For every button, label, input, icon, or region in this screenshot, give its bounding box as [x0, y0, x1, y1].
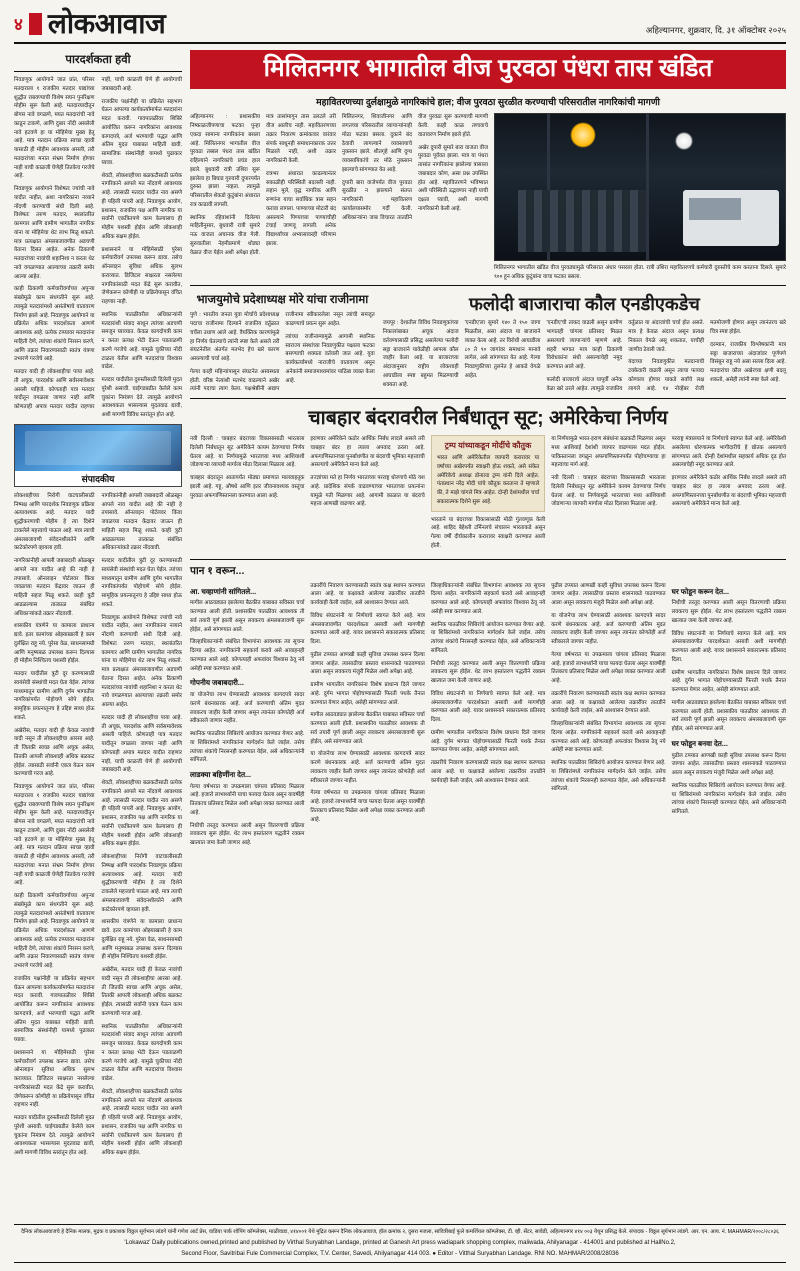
paragraph: ग्रामीण भागातील नागरिकांना विशेष प्राधान्य दिले जाणार आहे. दुर्गम भागात पोहोचण्यासाठी फिरती पथके तैनात करण्यात येणार आहेत, असेही सांगण्यात आले.	[430, 729, 546, 754]
paragraph: शासकीय यंत्रणेने या कामाला प्राधान्य द्यावे. इतर कामांच्या ओझ्याखाली हे काम दुर्लक्षित राहू नये. पुरेसा वेळ, साधनसामग्री आणि मनुष्यबळ उपलब्ध करून दिल्यास ही मोहीम निश्चितच यशस्वी होईल.	[101, 919, 182, 961]
chabahar-col-5	[672, 435, 786, 555]
paragraph: राजकीय पक्षांनीही या प्रक्रियेत सहभाग घेऊन आपल्या कार्यकर्त्यांमार्फत मतदारांना मदत करावी. गावपातळीवर शिबिरे आयोजित करून नागरिकांना आवश्यक कागदपत्रे, अर्ज भरण्याची पद्धत आणि अंतिम मुदत याबाबत माहिती द्यावी. सामाजिक संस्थांनीही यामध्ये पुढाकार घ्यावा.	[101, 98, 182, 166]
chabahar-trump-box-col	[431, 435, 545, 555]
paragraph: निधीची तरतूद करण्यात आली असून वितरणाची प्रक्रिया लवकरच सुरू होईल. थेट लाभ हस्तांतरण पद्धतीने रक्कम खात्यात जमा केली जाणार आहे.	[430, 660, 546, 685]
paragraph: 'एनडीए'ला सुमारे १४० ते १५० जागा मिळतील, असा अंदाज या बाजाराने व्यक्त केला आहे. तर विरोधी आघाडीला ८० ते ९० जागांवर समाधान मानावे लागेल, असे सांगण्यात येत आहे. गेल्या निवडणुकीच्या तुलनेत हे आकडे वेगळे आहेत.	[464, 320, 541, 379]
paragraph: पुणे : भारतीय जनता युवा मोर्चाचे प्रदेशाध्यक्ष पदाचा राजीनामा दिल्याने राजकीय वर्तुळात चर्चेला उधाण आले आहे. वैयक्तिक कारणांमुळे हा निर्णय घेतल्याचे त्यांनी स्पष्ट केले असले तरी संघटनेतील अंतर्गत मतभेद हेच खरे कारण असल्याची चर्चा आहे.	[190, 312, 280, 363]
jump-col-5	[672, 582, 786, 852]
paragraph: शासकीय यंत्रणेने या कामाला प्राधान्य द्यावे. इतर कामांच्या ओझ्याखाली हे काम दुर्लक्षित राहू नये. पुरेसा वेळ, साधनसामग्री आणि मनुष्यबळ उपलब्ध करून दिल्यास ही मोहीम निश्चितच यशस्वी होईल.	[14, 623, 95, 665]
paragraph: जयपूर : देशातील विविध निवडणुकांच्या निकालांबाबत अचूक अंदाज वर्तवण्यासाठी प्रसिद्ध असलेल्या फलोदी सट्टा बाजाराने यावेळीही आपला कौल जाहीर केला आहे. या बाजाराच्या अंदाजानुसार राष्ट्रीय लोकशाही आघाडीला स्पष्ट बहुमत मिळण्याची शक्यता आहे.	[382, 320, 459, 388]
paragraph: विविध संघटनांनी या निर्णयाचे स्वागत केले आहे. मात्र अंमलबजावणीत पारदर्शकता असावी अशी मागणीही करण्यात आली आहे. यावर प्रशासनाने सकारात्मक प्रतिसाद दिला.	[310, 612, 425, 646]
page-number: ४	[14, 14, 23, 34]
paragraph: अखेरीस, मतदार यादी ही केवळ नावांची यादी नसून ती लोकशाहीचा आरसा आहे. ती जितकी स्वच्छ आणि अचूक असेल, तितकी आपली लोकशाही अधिक बळकट होईल. त्यासाठी सर्वांनी एकत्र येऊन काम करण्याची गरज आहे.	[101, 967, 182, 1017]
paragraph: मतदार यादीतील दुरुस्तीसाठी दिलेली मुदत पुरेशी असावी. घाईगडबडीत केलेले काम चुकांना निमंत्रण देते. त्यामुळे आयोगाने आवश्यकता भासल्यास मुदतवाढ द्यावी, अशी मागणी विविध स्तरांतून होत आहे.	[101, 377, 182, 418]
paragraph: निवडणूक आयोगाने विशेषतः ज्यांची नावे यादीत नाहीत, अशा नागरिकांना नव्याने नोंदणी करण्याची संधी दिली आहे. विशेषतः तरुण मतदार, स्थलांतरित कामगार आणि ग्रामीण भागातील नागरिक यांना या मोहिमेचा थेट लाभ मिळू शकतो. मात्र प्रत्यक्षात अंमलबजावणीत अडचणी येताना दिसत आहेत. अनेक ठिकाणी मतदारांच्या नावांची शहानिशा न करता थेट नावे वगळण्यात आल्याच्या तक्रारी समोर आल्या आहेत.	[14, 186, 95, 280]
paragraph: मतदार यादी ही लोकशाहीचा पाया आहे. ती अचूक, पारदर्शक आणि सर्वसमावेशक असली पाहिजे. कोणताही पात्र मतदार यादीतून वगळला जाणार नाही आणि कोणताही अपात्र मतदार यादीत राहणार नाही, याची काळजी घेणे ही आयोगाची जबाबदारी आहे.	[101, 714, 182, 774]
paragraph: अहिल्यानगर : प्रशासकीय निष्काळजीपणाचा फटका पुन्हा एकदा सामान्य नागरिकांना बसला आहे. मिलितनगर भागातील वीज पुरवठा तब्बल पंधरा तास खंडित राहिल्याने नागरिकांचे प्रचंड हाल झाले. बुधवारी रात्री उशिरा सुरू झालेला हा बिघाड गुरुवारी दुपारपर्यंत दुरुस्त झाला नव्हता. त्यामुळे परिसरातील शेकडो कुटुंबांना अंधारात रात्र काढावी लागली.	[190, 114, 260, 208]
paragraph: गेल्या वर्षभरात या उपक्रमाला चांगला प्रतिसाद मिळाला आहे. हजारो लाभार्थ्यांनी याचा फायदा घेतला असून यावर्षीही तितकाच प्रतिसाद मिळेल अशी अपेक्षा व्यक्त करण्यात आली आहे.	[310, 790, 425, 823]
paragraph: तक्रारींचे निवारण करण्यासाठी स्वतंत्र कक्ष स्थापन करण्यात आला आहे. या कक्षाकडे आलेल्या तक्रारींवर तातडीने कार्यवाही केली जाईल, असे आश्वासन देण्यात आले.	[310, 582, 425, 607]
paragraph: राजकीय पक्षांनीही या प्रक्रियेत सहभाग घेऊन आपल्या कार्यकर्त्यांमार्फत मतदारांना मदत करावी. गावपातळीवर शिबिरे आयोजित करून नागरिकांना आवश्यक कागदपत्रे, अर्ज भरण्याची पद्धत आणि अंतिम मुदत याबाबत माहिती द्यावी. सामाजिक संस्थांनीही यामध्ये पुढाकार घ्यावा.	[14, 975, 95, 1043]
paragraph: पुढील टप्प्यात आणखी काही सुविधा उपलब्ध करून दिल्या जाणार आहेत. त्यासाठीचा प्रस्ताव शासनाकडे पाठवण्यात आला असून लवकरच मंजुरी मिळेल अशी अपेक्षा आहे.	[310, 651, 425, 676]
paragraph: मागील आठवड्यात झालेल्या बैठकीत याबाबत सविस्तर चर्चा करण्यात आली होती. प्रशासकीय पातळीवर आवश्यक ती सर्व तयारी पूर्ण झाली असून लवकरच अंमलबजावणी सुरू होईल, असे सांगण्यात आले.	[190, 600, 305, 633]
story-chabahar	[190, 403, 786, 555]
paragraph: पुढील टप्प्यात आणखी काही सुविधा उपलब्ध करून दिल्या जाणार आहेत. त्यासाठीचा प्रस्ताव शासनाकडे पाठवण्यात आला असून लवकरच मंजुरी मिळेल अशी अपेक्षा आहे.	[671, 752, 787, 777]
chabahar-col-1	[190, 435, 304, 555]
paragraph: तज्ज्ञांच्या मते हा निर्णय भारताच्या परराष्ट्र धोरणाचे मोठे यश आहे. प्रादेशिक संपर्क वाढवण्याच्या भारताच्या प्रयत्नांना यामुळे गती मिळणार आहे. आगामी काळात या बंदराचे महत्त्व आणखी वाढणार आहे.	[310, 475, 425, 508]
phalodi-text	[383, 319, 786, 393]
utility-van	[683, 190, 779, 246]
paragraph: मतदार यादी ही लोकशाहीचा पाया आहे. ती अचूक, पारदर्शक आणि सर्वसमावेशक असली पाहिजे. कोणताही पात्र मतदार यादीतून वगळला जाणार नाही आणि कोणताही अपात्र मतदार यादीत राहणार नाही, याची काळजी घेणे ही आयोगाची जबाबदारी आहे.	[14, 77, 182, 410]
page-body	[14, 50, 786, 1162]
jump-section	[190, 564, 786, 852]
paragraph: रात्रभर अंधारात काढल्यानंतर सकाळीही परिस्थिती बदलली नाही. लहान मुले, वृद्ध नागरिक आणि रुग्णांना याचा सर्वाधिक त्रास सहन करावा लागला. पाण्याच्या मोटारी बंद असल्याने पिण्याच्या पाण्याचीही टंचाई जाणवू लागली. अनेक विद्यार्थ्यांच्या अभ्यासावरही परिणाम झाला.	[266, 170, 336, 247]
divider	[190, 398, 786, 399]
editorial-headline: पारदर्शकता हवी	[65, 54, 131, 66]
footer-marathi-imprint: दैनिक लोकआवाजचे हे दैनिक मालक, मुद्रक व प्रकाशक विठ्ठल सूर्यभान लांडगे यांनी गणेश आर्ट प्रेस, वाडिया पार्क शॉपिंग कॉम्प्लेक्स, माळीवाडा, ४१४००१ येथे मुद्रित करून दैनिक लोकआवाज, हॉल क्रमांक २, दुसरा मजला, सावित्रीबाई फुले कमर्शियल कॉम्प्लेक्स, टी. व्ही. सेंटर, सावेडी, अहिल्यानगर ४१४ ००३ येथून प्रसिद्ध केले. संपादक - विठ्ठल सूर्यभान लांडगे. आर. एन. आय. नं. MAHMAR/२००८/२८०३६	[21, 1229, 779, 1236]
paragraph: नवी दिल्ली : चाबहार बंदराच्या विकासासाठी भारताला दिलेली निर्बंधातून सूट अमेरिकेने कायम ठेवण्याचा निर्णय घेतला आहे. या निर्णयामुळे भारताच्या मध्य आशियाशी जोडणाऱ्या व्यापारी मार्गाला मोठा दिलासा मिळाला आहे.	[551, 475, 666, 508]
jump-body	[190, 582, 786, 852]
paragraph: इराणवर अमेरिकेने कठोर आर्थिक निर्बंध लादले असले तरी चाबहार बंदर हा त्याला अपवाद ठरला आहे. अफगाणिस्तानच्या पुनर्बांधणीत या बंदराची भूमिका महत्त्वाची असल्याचे अमेरिकेने मान्य केले आहे.	[671, 475, 787, 508]
trump-box-text: भारत आणि अमेरिकेतील व्यापारी करारावर या वर्षाच्या अखेरपर्यंत स्वाक्षरी होऊ शकते, असे संकेत अमेरिकेचे अध्यक्ष डोनाल्ड ट्रम्प यांनी दिले आहेत. पंतप्रधान नरेंद्र मोदी यांचे कौतुक करताना ते म्हणाले की, ते माझे चांगले मित्र आहेत. दोन्ही देशांमधील चर्चा सकारात्मक दिशेने सुरू आहे.	[436, 455, 540, 505]
paragraph: पुढील टप्प्यात आणखी काही सुविधा उपलब्ध करून दिल्या जाणार आहेत. त्यासाठीचा प्रस्ताव शासनाकडे पाठवण्यात आला असून लवकरच मंजुरी मिळेल अशी अपेक्षा आहे.	[551, 582, 666, 607]
paragraph: फलोदी बाजाराचे अंदाज यापूर्वी अनेक वेळा खरे ठरले आहेत. त्यामुळे राजकीय वर्तुळात या अंदाजांची चर्चा होत असते. मात्र हे केवळ अंदाज असून प्रत्यक्ष निकाल वेगळे असू शकतात, याचीही जाणीव ठेवली जाते.	[546, 320, 705, 392]
phalodi-headline: फलोदी बाजाराचा कौल एनडीएकडेच	[468, 293, 700, 314]
bjp-text	[190, 311, 375, 394]
editorial-logo-box	[14, 424, 182, 487]
editorial-text-top	[14, 76, 182, 420]
paragraph: भारताने या बंदराच्या विकासासाठी मोठी गुंतवणूक केली आहे. शाहिद बेहेश्ती टर्मिनलचे संचालन भारताकडे असून गेल्या वर्षी दीर्घकालीन करारावर स्वाक्षरी करण्यात आली होती.	[430, 516, 546, 549]
trump-box-title: ट्रम्प यांच्याकडून मोदींचे कौतुक	[444, 441, 532, 451]
paragraph: नागरिकांनीही आपली जबाबदारी ओळखून आपले नाव यादीत आहे की नाही हे तपासावे. ऑनलाइन पोर्टलवर किंवा जवळच्या मतदान केंद्रावर जाऊन ही माहिती सहज मिळू शकते. काही त्रुटी आढळल्यास तात्काळ संबंधित अधिकाऱ्यांकडे तक्रार नोंदवावी.	[14, 558, 95, 617]
main-content	[190, 50, 786, 1162]
flag-mark-icon	[29, 13, 42, 35]
paragraph: स्थानिक पातळीवरील अधिकाऱ्यांनी मतदारांशी संवाद साधून त्यांच्या अडचणी समजून घ्याव्यात. केवळ कागदोपत्री काम न करता प्रत्यक्ष भेटी देऊन पडताळणी करणे गरजेचे आहे. यामुळे चुकीच्या नोंदी टाळता येतील आणि मतदारांचा विश्वास वाढेल.	[101, 1023, 182, 1082]
paragraph: विविध संघटनांनी या निर्णयाचे स्वागत केले आहे. मात्र अंमलबजावणीत पारदर्शकता असावी अशी मागणीही करण्यात आली आहे. यावर प्रशासनाने सकारात्मक प्रतिसाद दिला.	[430, 690, 546, 724]
story-bjp	[190, 292, 375, 395]
paragraph: या निर्णयामुळे भारत-इराण संबंधांना बळकटी मिळणार असून मध्य आशियाई देशांशी व्यापार वाढण्यास मदत होईल. पाकिस्तानला वगळून अफगाणिस्तानपर्यंत पोहोचण्याचा हा महत्त्वाचा मार्ग आहे.	[551, 436, 666, 469]
paragraph: मतदार यादीतील त्रुटी दूर करण्यासाठी स्वयंसेवी संस्थांची मदत घेता येईल. त्यांच्या माध्यमातून ग्रामीण आणि दुर्गम भागातील नागरिकांपर्यंत पोहोचणे सोपे होईल. सामूहिक प्रयत्नातूनच हे उद्दिष्ट साध्य होऊ शकते.	[14, 671, 95, 721]
news-photo	[494, 113, 786, 261]
headlight-glow	[675, 132, 693, 150]
jump-title: पान १ वरून...	[190, 564, 245, 577]
page-footer	[14, 1224, 786, 1263]
lead-body	[190, 113, 786, 280]
paragraph: शेवटी, लोकशाहीच्या बळकटीसाठी प्रत्येक नागरिकाने आपले मत नोंदवणे आवश्यक आहे. त्यासाठी मतदार यादीत नाव असणे ही पहिली पायरी आहे. निवडणूक आयोग, प्रशासन, राजकीय पक्ष आणि नागरिक या सर्वांनी एकत्रितपणे काम केल्यासच ही मोहीम यशस्वी होईल आणि लोकशाही अधिक सक्षम होईल.	[101, 780, 182, 848]
paragraph: शेवटी, लोकशाहीच्या बळकटीसाठी प्रत्येक नागरिकाने आपले मत नोंदवणे आवश्यक आहे. त्यासाठी मतदार यादीत नाव असणे ही पहिली पायरी आहे. निवडणूक आयोग, प्रशासन, राजकीय पक्ष आणि नागरिक या सर्वांनी एकत्रितपणे काम केल्यासच ही मोहीम यशस्वी होईल आणि लोकशाही अधिक सक्षम होईल.	[101, 1088, 182, 1156]
bjp-headline: भाजयुमोचे प्रदेशाध्यक्ष मोरे यांचा राजीनामा	[196, 293, 369, 306]
jump-col-1	[190, 582, 304, 852]
paragraph: जिल्हाधिकाऱ्यांनी संबंधित विभागांना आवश्यक त्या सूचना दिल्या आहेत. नागरिकांनी सहकार्य करावे असे आवाहनही करण्यात आले आहे. कोणत्याही अफवांवर विश्वास ठेवू नये असेही स्पष्ट करण्यात आले.	[430, 582, 546, 615]
paragraph: तक्रारींचे निवारण करण्यासाठी स्वतंत्र कक्ष स्थापन करण्यात आला आहे. या कक्षाकडे आलेल्या तक्रारींवर तातडीने कार्यवाही केली जाईल, असे आश्वासन देण्यात आले.	[430, 760, 546, 784]
paragraph: विविध संघटनांनी या निर्णयाचे स्वागत केले आहे. मात्र अंमलबजावणीत पारदर्शकता असावी अशी मागणीही करण्यात आली आहे. यावर प्रशासनाने सकारात्मक प्रतिसाद दिला.	[671, 630, 787, 663]
pole-shape	[646, 114, 649, 260]
paragraph: स्थानिक पातळीवर शिबिरांचे आयोजन करण्यात येणार आहे. या शिबिरांमध्ये नागरिकांना मार्गदर्शन केले जाईल. तसेच त्यांच्या शंकांचे निरसनही करण्यात येईल, असे अधिकाऱ्यांनी सांगितले.	[430, 621, 546, 654]
paragraph: जिल्हाधिकाऱ्यांनी संबंधित विभागांना आवश्यक त्या सूचना दिल्या आहेत. नागरिकांनी सहकार्य करावे असे आवाहनही करण्यात आले आहे. कोणत्याही अफवांवर विश्वास ठेवू नये असेही स्पष्ट करण्यात आले.	[190, 639, 305, 672]
paragraph: अखेर दुपारी सुमारे बारा वाजता वीज पुरवठा पूर्ववत झाला. मात्र या पंधरा तासांत नागरिकांना झालेल्या त्रासाला जबाबदार कोण, असा प्रश्न उपस्थित होत आहे. महावितरणने भविष्यात अशी परिस्थिती उद्भवणार नाही याची दक्षता घ्यावी, अशी मागणी नागरिकांनी केली आहे.	[418, 144, 488, 212]
paragraph: मागील आठवड्यात झालेल्या बैठकीत याबाबत सविस्तर चर्चा करण्यात आली होती. प्रशासकीय पातळीवर आवश्यक ती सर्व तयारी पूर्ण झाली असून लवकरच अंमलबजावणी सुरू होईल, असे सांगण्यात आले.	[671, 699, 787, 733]
paragraph: मतदार यादीतील त्रुटी दूर करण्यासाठी स्वयंसेवी संस्थांची मदत घेता येईल. त्यांच्या माध्यमातून ग्रामीण आणि दुर्गम भागातील नागरिकांपर्यंत पोहोचणे सोपे होईल. सामूहिक प्रयत्नातूनच हे उद्दिष्ट साध्य होऊ शकते.	[101, 558, 182, 608]
jump-subhead: घर फोडून करून देत...	[671, 586, 730, 596]
crowd-silhouette	[518, 190, 646, 252]
secondary-stories	[190, 292, 786, 395]
lead-text-left	[190, 113, 336, 280]
chabahar-col-4	[551, 435, 665, 555]
paragraph: दरम्यान, राजकीय विश्लेषकांनी मात्र सट्टा बाजाराच्या अंदाजांवर पूर्णपणे विसंबून राहू नये असा सल्ला दिला आहे. मतदारांचा कौल अखेरच्या क्षणी बदलू शकतो, असेही त्यांनी स्पष्ट केले आहे.	[710, 341, 786, 383]
paragraph: दुपारी बारा वाजेपर्यंत वीज पुरवठा सुरळीत न झाल्याने संतप्त नागरिकांनी महावितरण कार्यालयासमोर गर्दी केली. अधिकाऱ्यांना जाब विचारत तातडीने वीज पुरवठा सुरू करण्याची मागणी केली. काही काळ तणावाचे वातावरण निर्माण झाले होते.	[342, 114, 488, 221]
dateline: अहिल्यानगर, शुक्रवार, दि. ३१ ऑक्टोबर २०२५	[645, 25, 786, 35]
paragraph: मागील आठवड्यात झालेल्या बैठकीत याबाबत सविस्तर चर्चा करण्यात आली होती. प्रशासकीय पातळीवर आवश्यक ती सर्व तयारी पूर्ण झाली असून लवकरच अंमलबजावणी सुरू होईल, असे सांगण्यात आले.	[310, 712, 425, 745]
divider	[14, 1262, 786, 1263]
masthead-left	[14, 10, 165, 38]
jump-col-3	[431, 582, 545, 852]
paragraph: स्थानिक पातळीवरील अधिकाऱ्यांनी मतदारांशी संवाद साधून त्यांच्या अडचणी समजून घ्याव्यात. केवळ कागदोपत्री काम न करता प्रत्यक्ष भेटी देऊन पडताळणी करणे गरजेचे आहे. यामुळे चुकीच्या नोंदी टाळता येतील आणि मतदारांचा विश्वास वाढेल.	[101, 311, 182, 371]
paragraph: निधीची तरतूद करण्यात आली असून वितरणाची प्रक्रिया लवकरच सुरू होईल. थेट लाभ हस्तांतरण पद्धतीने रक्कम खात्यात जमा केली जाणार आहे.	[190, 822, 305, 847]
publication-logo: लोकआवाज	[47, 8, 166, 39]
paragraph: स्थानिक पातळीवर शिबिरांचे आयोजन करण्यात येणार आहे. या शिबिरांमध्ये नागरिकांना मार्गदर्शन केले जाईल. तसेच त्यांच्या शंकांचे निरसनही करण्यात येईल, असे अधिकाऱ्यांनी सांगितले.	[551, 760, 666, 793]
paragraph: नवी दिल्ली : चाबहार बंदराच्या विकासासाठी भारताला दिलेली निर्बंधातून सूट अमेरिकेने कायम ठेवण्याचा निर्णय घेतला आहे. या निर्णयामुळे भारताच्या मध्य आशियाशी जोडणाऱ्या व्यापारी मार्गाला मोठा दिलासा मिळाला आहे.	[190, 436, 305, 469]
chabahar-col-2	[310, 435, 424, 555]
paragraph: परराष्ट्र मंत्रालयाने या निर्णयाचे स्वागत केले आहे. अमेरिकेशी असलेल्या धोरणात्मक भागीदारीचे हे द्योतक असल्याचे सांगण्यात आले. दोन्ही देशांमधील सहकार्य अधिक दृढ होत असल्याचेही नमूद करण्यात आले.	[671, 436, 787, 469]
editorial-image	[15, 425, 181, 471]
paragraph: काही ठिकाणी कर्मचारीवर्गाच्या अपुऱ्या संख्येमुळे काम संथगतीने सुरू आहे. त्यामुळे मतदारांमध्ये असंतोषाचे वातावरण निर्माण झाले आहे. निवडणूक आयोगाने या प्रक्रियेत अधिक पारदर्शकता आणणे आवश्यक आहे. प्रत्येक टप्प्यावर मतदारांना माहिती देणे, त्यांच्या शंकांचे निरसन करणे, आणि तक्रार निवारणासाठी स्वतंत्र यंत्रणा उभारणे गरजेचे आहे.	[14, 286, 95, 363]
paragraph: गेल्या काही महिन्यांपासून संघटनेत अस्वस्थता होती. वरिष्ठ नेत्यांशी मतभेद वाढल्याने अखेर त्यांनी पदाचा त्याग केला. पक्षश्रेष्ठींनी अद्याप राजीनामा स्वीकारलेला नसून त्यांची समजूत काढण्याचे प्रयत्न सुरू आहेत.	[190, 312, 375, 393]
paragraph: मतदार यादीतील दुरुस्तीसाठी दिलेली मुदत पुरेशी असावी. घाईगडबडीत केलेले काम चुकांना निमंत्रण देते. त्यामुळे आयोगाने आवश्यकता भासल्यास मुदतवाढ द्यावी, अशी मागणी विविध स्तरांतून होत आहे.	[14, 1115, 95, 1156]
paragraph: तक्रारींचे निवारण करण्यासाठी स्वतंत्र कक्ष स्थापन करण्यात आला आहे. या कक्षाकडे आलेल्या तक्रारींवर तातडीने कार्यवाही केली जाईल, असे आश्वासन देण्यात आले.	[551, 690, 666, 715]
paragraph: लोकशाहीच्या निरोगी वाटचालीसाठी निष्पक्ष आणि पारदर्शक निवडणूक प्रक्रिया अत्यावश्यक आहे. मतदार यादी शुद्धीकरणाची मोहीम हे त्या दिशेने टाकलेले महत्त्वाचे पाऊल आहे. मात्र त्याची अंमलबजावणी संवेदनशीलतेने आणि काटेकोरपणे व्हायला हवी.	[14, 492, 95, 552]
photo-caption: मिलितनगर भागातील खंडित वीज पुरवठ्यामुळे परिसरात अंधार पसरला होता. रात्री उशिरा महावितरणचे कर्मचारी दुरुस्तीचे काम करताना दिसले. सुमारे ९०० हून अधिक कुटुंबांना याचा फटका बसला.	[494, 265, 786, 280]
paragraph: काही ठिकाणी कर्मचारीवर्गाच्या अपुऱ्या संख्येमुळे काम संथगतीने सुरू आहे. त्यामुळे मतदारांमध्ये असंतोषाचे वातावरण निर्माण झाले आहे. निवडणूक आयोगाने या प्रक्रियेत अधिक पारदर्शकता आणणे आवश्यक आहे. प्रत्येक टप्प्यावर मतदारांना माहिती देणे, त्यांच्या शंकांचे निरसन करणे, आणि तक्रार निवारणासाठी स्वतंत्र यंत्रणा उभारणे गरजेचे आहे.	[14, 893, 95, 969]
story-phalodi	[383, 292, 786, 395]
paragraph: मिलितनगर, शिवाजीनगर आणि लगतच्या परिसरातील व्यापाऱ्यांनाही मोठा फटका बसला. दुकाने बंद ठेवावी लागल्याने व्यवसायाचे नुकसान झाले. शीतगृहे आणि दुग्ध व्यवसायिकांचे तर मोठे नुकसान झाल्याचे सांगण्यात येत आहे.	[342, 114, 412, 173]
trump-box	[431, 435, 545, 512]
paragraph: नागरिकांनीही आपली जबाबदारी ओळखून आपले नाव यादीत आहे की नाही हे तपासावे. ऑनलाइन पोर्टलवर किंवा जवळच्या मतदान केंद्रावर जाऊन ही माहिती सहज मिळू शकते. काही त्रुटी आढळल्यास तात्काळ संबंधित अधिकाऱ्यांकडे तक्रार नोंदवावी.	[101, 492, 182, 552]
paragraph: गेल्या वर्षभरात या उपक्रमाला चांगला प्रतिसाद मिळाला आहे. हजारो लाभार्थ्यांनी याचा फायदा घेतला असून यावर्षीही तितकाच प्रतिसाद मिळेल अशी अपेक्षा व्यक्त करण्यात आली आहे.	[190, 783, 305, 816]
jump-subhead: लाडक्या बहिणींना देत...	[190, 770, 252, 780]
paragraph: इराणवर अमेरिकेने कठोर आर्थिक निर्बंध लादले असले तरी चाबहार बंदर हा त्याला अपवाद ठरला आहे. अफगाणिस्तानच्या पुनर्बांधणीत या बंदराची भूमिका महत्त्वाची असल्याचे अमेरिकेने मान्य केले आहे.	[310, 436, 425, 469]
divider	[190, 285, 786, 286]
paragraph: ग्रामीण भागातील नागरिकांना विशेष प्राधान्य दिले जाणार आहे. दुर्गम भागात पोहोचण्यासाठी फिरती पथके तैनात करण्यात येणार आहेत, असेही सांगण्यात आले.	[310, 682, 425, 706]
lead-subhead: महावितरणच्या दुर्लक्षामुळे नागरिकांचे हाल; वीज पुरवठा सुरळीत करण्याची परिसरातील नागरिकांची मागणी	[316, 97, 660, 108]
paragraph: निवडणूक आयोगाने जात प्रांत, परिसर मतदाराला १ राजकीय मतदार याद्यांच्या शुद्धीत राबवण्याची विशेष सघन पुनरिक्षण मोहीम सुरू केली आहे. मतदारयादीतून बोगस नावे वगळणे, मयत मतदारांची नावे काढून टाकणे, आणि दुबार नोंदी असलेली नावे हटवणे हा या मोहिमेचा मुख्य हेतू आहे. मात्र मतदान प्रक्रिया स्वच्छ व्हावी यासाठी ही मोहीम आवश्यक असली, तरी मतदारांच्या मनात संभ्रम निर्माण होणार नाही याची काळजी घेणेही तितकेच गरजेचे आहे.	[14, 784, 95, 887]
paragraph: प्रशासनाने या मोहिमेसाठी पुरेसा कर्मचारीवर्ग उपलब्ध करून द्यावा. तसेच ऑनलाइन सुविधा अधिक सुलभ कराव्यात. डिजिटल साक्षरता नसलेल्या नागरिकांसाठी मदत केंद्रे सुरू करावीत, जेणेकरून कोणीही या प्रक्रियेपासून वंचित राहणार नाही.	[101, 246, 182, 305]
paragraph: स्थानिक पातळीवर शिबिरांचे आयोजन करण्यात येणार आहे. या शिबिरांमध्ये नागरिकांना मार्गदर्शन केले जाईल. तसेच त्यांच्या शंकांचे निरसनही करण्यात येईल, असे अधिकाऱ्यांनी सांगितले.	[671, 782, 787, 816]
jump-col-2	[310, 582, 424, 852]
paragraph: अखेरीस, मतदार यादी ही केवळ नावांची यादी नसून ती लोकशाहीचा आरसा आहे. ती जितकी स्वच्छ आणि अचूक असेल, तितकी आपली लोकशाही अधिक बळकट होईल. त्यासाठी सर्वांनी एकत्र येऊन काम करण्याची गरज आहे.	[14, 727, 95, 778]
paragraph: ग्रामीण भागातील नागरिकांना विशेष प्राधान्य दिले जाणार आहे. दुर्गम भागात पोहोचण्यासाठी फिरती पथके तैनात करण्यात येणार आहेत, असेही सांगण्यात आले.	[671, 669, 787, 694]
editorial-text-bottom	[14, 492, 182, 1162]
paragraph: लोकशाहीच्या निरोगी वाटचालीसाठी निष्पक्ष आणि पारदर्शक निवडणूक प्रक्रिया अत्यावश्यक आहे. मतदार यादी शुद्धीकरणाची मोहीम हे त्या दिशेने टाकलेले महत्त्वाचे पाऊल आहे. मात्र त्याची अंमलबजावणी संवेदनशीलतेने आणि काटेकोरपणे व्हायला हवी.	[101, 854, 182, 913]
paragraph: स्थानिक रहिवाशांनी दिलेल्या माहितीनुसार, बुधवारी रात्री सुमारे नऊ वाजता अचानक वीज गेली. सुरुवातीला नेहमीप्रमाणे थोड्या वेळात वीज येईल अशी अपेक्षा होती. मात्र तासांमागून तास उलटले तरी वीज आलीच नाही. महावितरणच्या तक्रार निवारण क्रमांकावर वारंवार संपर्क साधूनही समाधानकारक उत्तर मिळाले नाही, अशी तक्रार नागरिकांनी केली.	[190, 114, 336, 256]
paragraph: जिल्हाधिकाऱ्यांनी संबंधित विभागांना आवश्यक त्या सूचना दिल्या आहेत. नागरिकांनी सहकार्य करावे असे आवाहनही करण्यात आले आहे. कोणत्याही अफवांवर विश्वास ठेवू नये असेही स्पष्ट करण्यात आले.	[551, 721, 666, 754]
paragraph: निवडणूक आयोगाने विशेषतः ज्यांची नावे यादीत नाहीत, अशा नागरिकांना नव्याने नोंदणी करण्याची संधी दिली आहे. विशेषतः तरुण मतदार, स्थलांतरित कामगार आणि ग्रामीण भागातील नागरिक यांना या मोहिमेचा थेट लाभ मिळू शकतो. मात्र प्रत्यक्षात अंमलबजावणीत अडचणी येताना दिसत आहेत. अनेक ठिकाणी मतदारांच्या नावांची शहानिशा न करता थेट नावे वगळण्यात आल्याच्या तक्रारी समोर आल्या आहेत.	[101, 614, 182, 708]
lead-story	[190, 50, 786, 281]
paragraph: निधीची तरतूद करण्यात आली असून वितरणाची प्रक्रिया लवकरच सुरू होईल. थेट लाभ हस्तांतरण पद्धतीने रक्कम खात्यात जमा केली जाणार आहे.	[671, 600, 787, 624]
paragraph: या योजनेचा लाभ घेण्यासाठी आवश्यक कागदपत्रे सादर करणे बंधनकारक आहे. अर्ज करण्याची अंतिम मुदत लवकरच जाहीर केली जाणार असून त्यानंतर कोणतेही अर्ज स्वीकारले जाणार नाहीत.	[310, 751, 425, 784]
masthead	[14, 10, 786, 44]
paragraph: प्रशासनाने या मोहिमेसाठी पुरेसा कर्मचारीवर्ग उपलब्ध करून द्यावा. तसेच ऑनलाइन सुविधा अधिक सुलभ कराव्यात. डिजिटल साक्षरता नसलेल्या नागरिकांसाठी मदत केंद्रे सुरू करावीत, जेणेकरून कोणीही या प्रक्रियेपासून वंचित राहणार नाही.	[14, 1049, 95, 1109]
divider	[190, 559, 786, 560]
paragraph: या योजनेचा लाभ घेण्यासाठी आवश्यक कागदपत्रे सादर करणे बंधनकारक आहे. अर्ज करण्याची अंतिम मुदत लवकरच जाहीर केली जाणार असून त्यानंतर कोणतेही अर्ज स्वीकारले जाणार नाहीत.	[551, 612, 666, 646]
paragraph: 'एनडीए'ची ताकद वाढली असून ग्रामीण भागातही चांगला प्रतिसाद मिळत असल्याचे व्यापाऱ्यांचे म्हणणे आहे. शहरी भागात मात्र काही ठिकाणी विरोधकांना संधी असल्याचेही नमूद करण्यात आले आहे.	[546, 320, 623, 371]
lead-photo-block	[494, 113, 786, 280]
paragraph: स्थानिक पातळीवर शिबिरांचे आयोजन करण्यात येणार आहे. या शिबिरांमध्ये नागरिकांना मार्गदर्शन केले जाईल. तसेच त्यांच्या शंकांचे निरसनही करण्यात येईल, असे अधिकाऱ्यांनी सांगितले.	[190, 731, 305, 764]
paragraph: निवडणूक आयोगाने जात प्रांत, परिसर मतदाराला १ राजकीय मतदार याद्यांच्या शुद्धीत राबवण्याची विशेष सघन पुनरिक्षण मोहीम सुरू केली आहे. मतदारयादीतून बोगस नावे वगळणे, मयत मतदारांची नावे काढून टाकणे, आणि दुबार नोंदी असलेली नावे हटवणे हा या मोहिमेचा मुख्य हेतू आहे. मात्र मतदान प्रक्रिया स्वच्छ व्हावी यासाठी ही मोहीम आवश्यक असली, तरी मतदारांच्या मनात संभ्रम निर्माण होणार नाही याची काळजी घेणेही तितकेच गरजेचे आहे.	[14, 77, 95, 180]
chabahar-col-3-text	[431, 516, 545, 551]
paragraph: चाबहार बंदरातून आतापर्यंत मोठ्या प्रमाणात मालवाहतूक झाली आहे. गहू, औषधे आणि इतर जीवनावश्यक वस्तूंचा पुरवठा अफगाणिस्तानला करण्यात आला आहे.	[190, 475, 305, 499]
paragraph: या योजनेचा लाभ घेण्यासाठी आवश्यक कागदपत्रे सादर करणे बंधनकारक आहे. अर्ज करण्याची अंतिम मुदत लवकरच जाहीर केली जाणार असून त्यानंतर कोणतेही अर्ज स्वीकारले जाणार नाहीत.	[190, 692, 305, 725]
jump-col-4	[551, 582, 665, 852]
editorial-column	[14, 50, 182, 1162]
lead-text-mid	[342, 113, 488, 280]
street-light-glow	[570, 122, 596, 148]
chabahar-headline: चाबहार बंदरावरील निर्बंधातून सूट; अमेरिकेचा निर्णय	[308, 407, 668, 430]
paragraph: यंदाच्या निवडणुकीत मतदानाची टक्केवारी वाढली असून त्याचा फायदा कोणाला होणार याकडे सर्वांचे लक्ष लागले आहे. १४ नोव्हेंबर रोजी मतमोजणी होणार असून त्यानंतरच खरे चित्र स्पष्ट होईल.	[628, 320, 786, 392]
editorial-label: संपादकीय	[15, 471, 181, 486]
paragraph: शेवटी, लोकशाहीच्या बळकटीसाठी प्रत्येक नागरिकाने आपले मत नोंदवणे आवश्यक आहे. त्यासाठी मतदार यादीत नाव असणे ही पहिली पायरी आहे. निवडणूक आयोग, प्रशासन, राजकीय पक्ष आणि नागरिक या सर्वांनी एकत्रितपणे काम केल्यासच ही मोहीम यशस्वी होईल आणि लोकशाही अधिक सक्षम होईल.	[101, 172, 182, 240]
divider	[14, 71, 182, 72]
paragraph: त्यांच्या राजीनाम्यामुळे आगामी स्थानिक स्वराज्य संस्थांच्या निवडणुकीत पक्षाला फटका बसण्याची शक्यता वर्तवली जात आहे. युवा कार्यकर्त्यांमध्ये नाराजीचे वातावरण असून अनेकांनी समाजमाध्यमांवर पाठिंबा व्यक्त केला आहे.	[285, 333, 375, 384]
lead-headline: मिलितनगर भागातील वीज पुरवठा पंधरा तास खंडित	[190, 50, 786, 89]
footer-english-imprint-line1: 'Lokawaz' Daily publications owned,printed and published by Virthal Suryabhan Landage, printed at Ganesh Art press wadiapark shopping complex, maliwada, Ahilyanagar - 414001 and published at HallNo.2,	[124, 1240, 676, 1246]
chabahar-body	[190, 435, 786, 555]
jump-subhead: घर फोडून बनवा देत...	[671, 738, 728, 748]
jump-subhead: गोपनीय जबाबदारी...	[190, 678, 244, 688]
paragraph: गेल्या वर्षभरात या उपक्रमाला चांगला प्रतिसाद मिळाला आहे. हजारो लाभार्थ्यांनी याचा फायदा घेतला असून यावर्षीही तितकाच प्रतिसाद मिळेल अशी अपेक्षा व्यक्त करण्यात आली आहे.	[551, 651, 666, 685]
footer-english-imprint-line2: Second Floor, Savitribai Fule Commercial Complex, T.V. Center, Savedi, Ahilyanagar 414 003. ● Editor - Vitthal Suryabhan Landage. RNI NO. MAHMAR/2008/28036	[181, 1251, 619, 1257]
jump-subhead: आ. चव्हाणांनी सांगितले...	[190, 586, 257, 596]
